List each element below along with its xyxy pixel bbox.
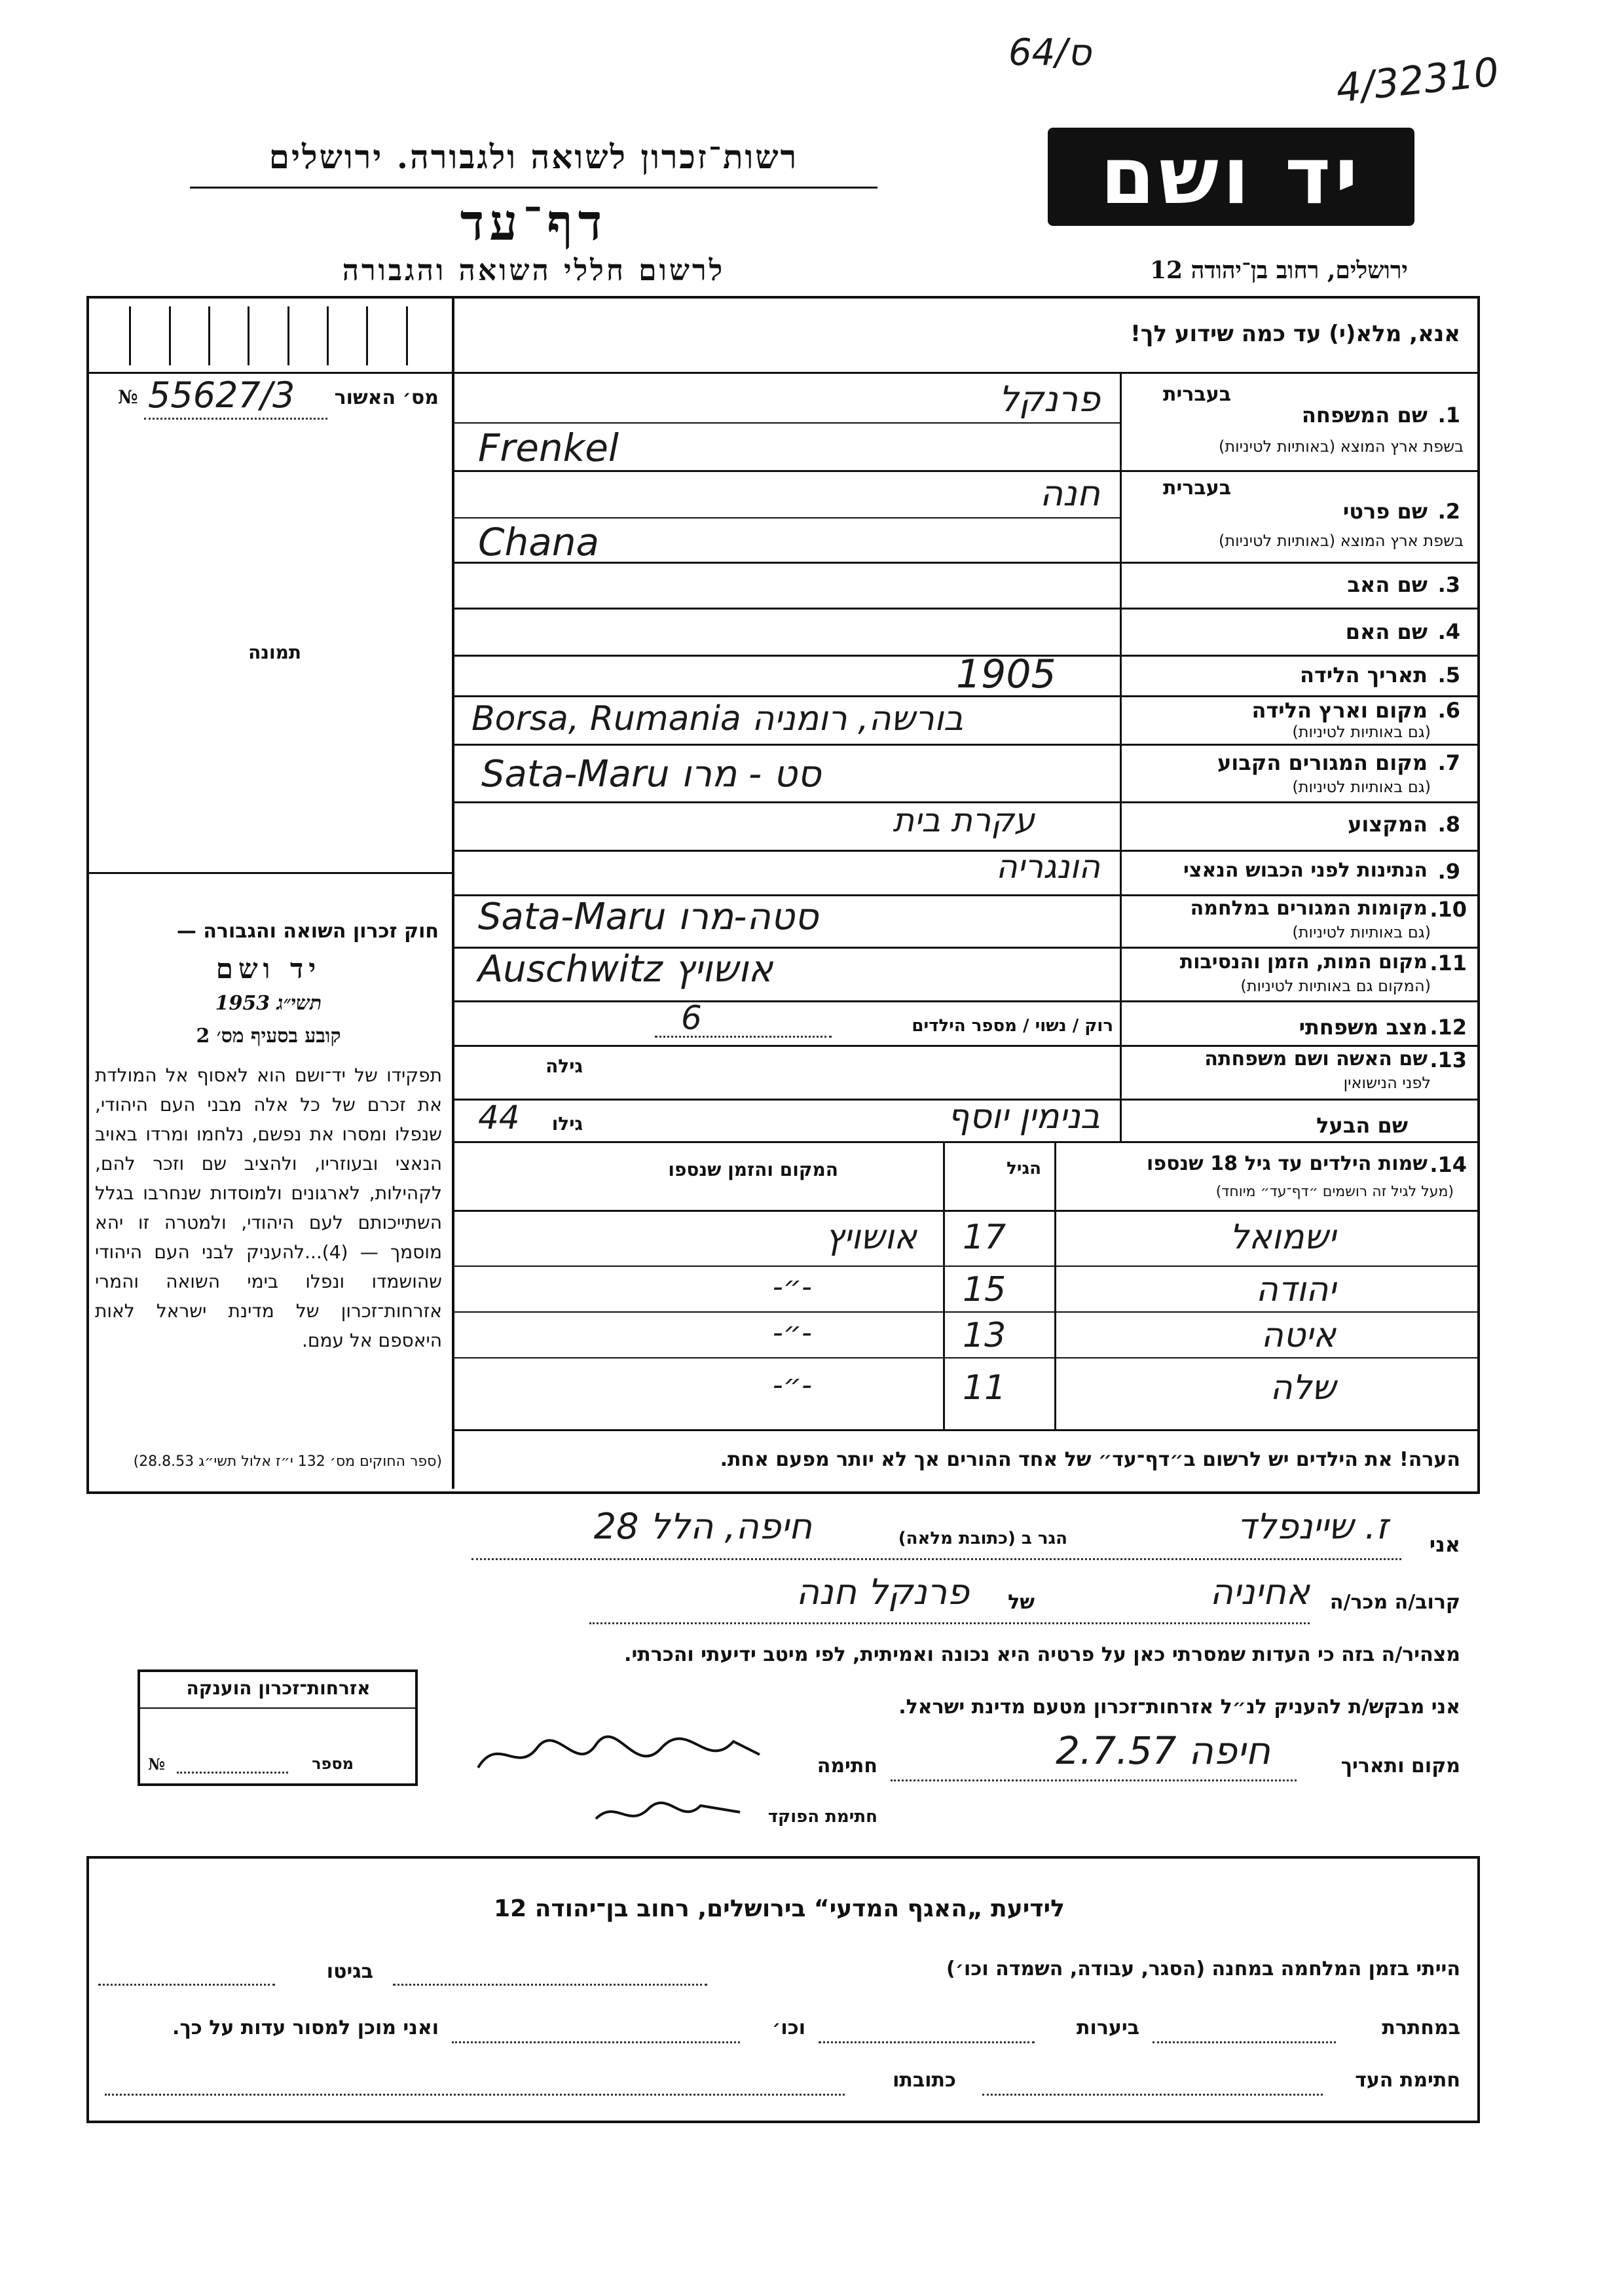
cert-label: מס׳ האשור bbox=[334, 386, 439, 409]
field-12-number: 12. bbox=[1430, 1015, 1467, 1040]
child-place: -״- bbox=[772, 1368, 812, 1402]
field-6-label: מקום וארץ הלידה bbox=[1251, 698, 1428, 723]
footer-signature-label: חתימת העד bbox=[1355, 2069, 1460, 2092]
field-7-label: מקום המגורים הקבוע bbox=[1217, 750, 1428, 775]
children-col-age: הגיל bbox=[1006, 1159, 1041, 1178]
child-name: איטה bbox=[1261, 1316, 1336, 1355]
husband-age-label: גילו bbox=[551, 1113, 583, 1135]
child-place: -״- bbox=[772, 1270, 812, 1303]
children-bottom-line bbox=[452, 1429, 1477, 1431]
children-col-divider-2 bbox=[943, 1141, 945, 1429]
field-2-latin-value: Chana bbox=[478, 520, 600, 564]
footer-dotted-2 bbox=[98, 1984, 275, 1986]
cert-dotted bbox=[144, 418, 327, 420]
citizenship-no-label: מספר bbox=[312, 1755, 354, 1773]
field-6-number: 6. bbox=[1437, 698, 1460, 723]
children-row-line bbox=[452, 1311, 1477, 1313]
field-5-value: 1905 bbox=[956, 651, 1056, 697]
field-7-value: Sata-Maru סט - מרו bbox=[481, 753, 821, 795]
field-1-latin-value: Frenkel bbox=[478, 426, 619, 470]
child-name: ישמואל bbox=[1229, 1218, 1336, 1257]
child-name: שלה bbox=[1270, 1368, 1336, 1408]
row-line bbox=[452, 470, 1477, 472]
field-1-number: 1. bbox=[1437, 403, 1460, 428]
field-8-number: 8. bbox=[1437, 812, 1460, 837]
field-1-hebrew-tag: בעברית bbox=[1163, 383, 1231, 406]
law-year: תשי״ג 1953 bbox=[215, 992, 322, 1015]
left-column-divider bbox=[452, 296, 454, 1489]
field-9-value: הונגריה bbox=[996, 848, 1100, 886]
children-col-divider-1 bbox=[1054, 1141, 1056, 1429]
footer-dotted-4 bbox=[819, 2041, 1035, 2043]
field-9-label: הנתינות לפני הכבוש הנאצי bbox=[1183, 859, 1428, 882]
footer-dotted-5 bbox=[452, 2041, 740, 2043]
field-11-value: Auschwitz אושויץ bbox=[478, 948, 773, 991]
law-clause: קובע בסעיף מס׳ 2 bbox=[196, 1025, 341, 1048]
place-date-dotted bbox=[891, 1779, 1297, 1781]
children-sub: (מעל לגיל זה רושמים ״דף־עד״ מיוחד) bbox=[1215, 1184, 1454, 1200]
footer-forests: ביערות bbox=[1077, 2016, 1139, 2039]
field-1-sub: בשפת ארץ המוצא (באותיות לטיניות) bbox=[1219, 437, 1464, 456]
field-12-children-count: 6 bbox=[681, 999, 702, 1037]
field-10-label: מקומות המגורים במלחמה bbox=[1190, 897, 1428, 920]
declarant-name: ז. שיינפלד bbox=[1237, 1506, 1388, 1547]
of-name: פרנקל חנה bbox=[796, 1571, 969, 1613]
place-date-label: מקום ותאריך bbox=[1340, 1755, 1460, 1777]
field-10-value: Sata-Maru סטה-מרו bbox=[478, 896, 819, 938]
row-line bbox=[452, 1045, 1477, 1047]
field-8-value: עקרת בית bbox=[893, 801, 1035, 839]
field-2-hebrew-value: חנה bbox=[1039, 473, 1100, 514]
declarant-ani: אני bbox=[1429, 1532, 1460, 1557]
officer-signature bbox=[589, 1793, 747, 1832]
field-13-number: 13. bbox=[1430, 1048, 1467, 1072]
handwritten-ref-2: 4/32310 bbox=[1334, 49, 1502, 112]
yad-vashem-logo: יד ושם bbox=[1048, 128, 1414, 226]
request-text: אני מבקש/ת להעניק לנ״ל אזרחות־זכרון מטעם מדינת ישראל. bbox=[898, 1696, 1460, 1719]
field-1-hebrew-value: פרנקל bbox=[999, 378, 1100, 420]
row-line bbox=[452, 608, 1477, 610]
footer-dotted-3 bbox=[1153, 2041, 1336, 2043]
citizenship-title: אזרחות־זכרון הוענקה bbox=[186, 1677, 371, 1699]
field-13-age-label: גילה bbox=[545, 1055, 583, 1077]
header-title: דף־עד bbox=[460, 193, 608, 251]
form-note: הערה! את הילדים יש לרשום ב״דף־עד״ של אחד ההורים אך לא יותר מפעם אחת. bbox=[720, 1448, 1460, 1471]
field-4-label: שם האם bbox=[1345, 619, 1428, 644]
field-3-label: שם האב bbox=[1347, 572, 1428, 597]
law-title: חוק זכרון השואה והגבורה — bbox=[176, 920, 439, 943]
child-age: 17 bbox=[963, 1218, 1006, 1257]
signature-label: חתימה bbox=[817, 1755, 877, 1777]
child-name: יהודה bbox=[1255, 1270, 1336, 1309]
field-2-sub: בשפת ארץ המוצא (באותיות לטיניות) bbox=[1219, 532, 1464, 550]
declaration-text: מצהיר/ה בזה כי העדות שמסרתי כאן על פרטיה היא נכונה ואמיתית, לפי מיטב ידיעתי והכרתי. bbox=[624, 1643, 1460, 1666]
cert-no-prefix: № bbox=[118, 386, 138, 408]
law-source: (ספר החוקים מס׳ 132 י״ז אלול תשי״ג 28.8.53) bbox=[133, 1453, 442, 1470]
citizenship-no-dotted bbox=[177, 1772, 288, 1774]
field-11-sub: (המקום גם באותיות לטיניות) bbox=[1240, 977, 1431, 995]
field-1-label: שם המשפחה bbox=[1301, 403, 1428, 428]
field-10-sub: (גם באותיות לטיניות) bbox=[1292, 923, 1431, 941]
declarant-resides-label: הגר ב (כתובת מלאה) bbox=[898, 1529, 1067, 1548]
husband-label: שם הבעל bbox=[1316, 1113, 1408, 1138]
of-label: של bbox=[1008, 1591, 1035, 1614]
field-10-number: 10. bbox=[1430, 897, 1467, 922]
footer-dotted-6 bbox=[982, 2094, 1323, 2096]
field-8-label: המקצוע bbox=[1348, 812, 1428, 837]
field-5-label: תאריך הלידה bbox=[1299, 663, 1428, 687]
child-age: 13 bbox=[963, 1316, 1006, 1355]
sub-line bbox=[452, 517, 1120, 519]
children-row-line bbox=[452, 1266, 1477, 1267]
field-6-value: Borsa, Rumania בורשה, רומניה bbox=[471, 699, 964, 738]
row-line bbox=[452, 1141, 1477, 1143]
citizenship-box-line bbox=[138, 1707, 415, 1709]
husband-name: בנימין יוסף bbox=[948, 1097, 1100, 1137]
declarant-dotted-1 bbox=[471, 1558, 1401, 1560]
relation-label: קרוב/ה מכר/ה bbox=[1329, 1591, 1460, 1614]
form-instruction: אנא, מלא(י) עד כמה שידוע לך! bbox=[1130, 321, 1460, 347]
footer-dotted-1 bbox=[393, 1984, 707, 1986]
field-4-number: 4. bbox=[1437, 619, 1460, 644]
header-authority: רשות־זכרון לשואה ולגבורה. ירושלים bbox=[268, 137, 799, 176]
footer-etc: וכו׳ bbox=[772, 2016, 805, 2039]
field-11-label: מקום המות, הזמן והנסיבות bbox=[1179, 951, 1428, 974]
field-9-number: 9. bbox=[1437, 859, 1460, 884]
law-name: יד ושם bbox=[215, 953, 322, 985]
children-row-line bbox=[452, 1357, 1477, 1358]
children-title: שמות הילדים עד גיל 18 שנספו bbox=[1147, 1152, 1428, 1175]
child-age: 15 bbox=[963, 1270, 1006, 1309]
field-5-number: 5. bbox=[1437, 663, 1460, 687]
field-13-label: שם האשה ושם משפחתה bbox=[1204, 1048, 1428, 1070]
header-address: ירושלים, רחוב בן־יהודה 12 bbox=[1149, 257, 1408, 284]
declarant-address: חיפה, הלל 28 bbox=[593, 1506, 812, 1547]
cert-number: 55627/3 bbox=[148, 374, 295, 416]
child-age: 11 bbox=[963, 1368, 1006, 1408]
children-col-place: המקום והזמן שנספו bbox=[668, 1159, 838, 1180]
field-13-sub: לפני הנישואין bbox=[1343, 1074, 1431, 1092]
label-column-divider bbox=[1120, 372, 1122, 1141]
footer-ready: ואני מוכן למסור עדות על כך. bbox=[172, 2016, 439, 2039]
row-line bbox=[452, 562, 1477, 564]
field-2-number: 2. bbox=[1437, 499, 1460, 524]
officer-signature-label: חתימת הפוקד bbox=[767, 1807, 877, 1827]
footer-ghetto: בגיטו bbox=[326, 1960, 373, 1983]
field-11-number: 11. bbox=[1430, 951, 1467, 975]
relation-value: אחיניה bbox=[1209, 1571, 1310, 1613]
field-12-label: מצב משפחתי bbox=[1299, 1015, 1428, 1040]
field-12-status: רוק / נשוי / מספר הילדים bbox=[912, 1016, 1113, 1036]
law-section-top bbox=[86, 872, 452, 874]
header-underline bbox=[190, 187, 877, 189]
place-date-value: חיפה 2.7.57 bbox=[1056, 1728, 1270, 1773]
footer-address-label: כתובתו bbox=[893, 2069, 956, 2092]
law-text: תפקידו של יד־ושם הוא לאסוף אל המולדת את זכרם של כל אלה מבני העם היהודי, שנפלו ומסרו את נפשם, נלחמו ומרדו באויב הנאצי ובעוזריו, ולהציב שם וזכר להם, לקהילות, לארגונים ולמוסדות שנחרבו בגלל השתייכותם לעם היהודי, ולמטרה זו יהא מוסמך — (4)...להעניק לבני העם היהודי שהושמדו ונפלו בימי השואה והמרי אזרחות־זכרון של מדינת ישראל לאות היאספם אל עמם. bbox=[95, 1065, 442, 1351]
field-12-dotted bbox=[655, 1036, 832, 1038]
left-cert-line bbox=[86, 372, 452, 374]
header-subtitle: לרשום חללי השואה והגבורה bbox=[342, 254, 726, 287]
field-3-number: 3. bbox=[1437, 572, 1460, 597]
field-7-sub: (גם באותיות לטיניות) bbox=[1292, 778, 1431, 796]
child-place: -״- bbox=[772, 1316, 812, 1349]
field-2-label: שם פרטי bbox=[1342, 499, 1428, 524]
child-place: אושויץ bbox=[825, 1218, 917, 1257]
citizenship-no-prefix: № bbox=[148, 1755, 166, 1774]
sub-line bbox=[452, 422, 1120, 424]
row-line bbox=[452, 1000, 1477, 1002]
footer-title: לידיעת „האגף המדעי“ בירושלים, רחוב בן־יהודה 12 bbox=[494, 1895, 1065, 1922]
field-6-sub: (גם באותיות לטיניות) bbox=[1292, 723, 1431, 741]
row-line bbox=[452, 744, 1477, 746]
field-7-number: 7. bbox=[1437, 750, 1460, 775]
husband-age: 44 bbox=[478, 1099, 520, 1137]
children-number: 14. bbox=[1430, 1152, 1467, 1177]
top-boxes bbox=[92, 306, 445, 365]
photo-label: תמונה bbox=[248, 642, 301, 663]
declarant-dotted-2 bbox=[589, 1622, 1310, 1624]
footer-line-1: הייתי בזמן המלחמה במחנה (הסגר, עבודה, השמדה וכו׳) bbox=[946, 1958, 1460, 1980]
footer-dotted-7 bbox=[105, 2094, 845, 2096]
declarant-signature bbox=[471, 1728, 773, 1781]
children-header-line bbox=[452, 1210, 1477, 1212]
footer-underground: במחתרת bbox=[1382, 2016, 1460, 2039]
handwritten-ref-1: 64/ס bbox=[1008, 31, 1092, 74]
field-2-hebrew-tag: בעברית bbox=[1163, 477, 1231, 500]
box-line-1 bbox=[452, 372, 1477, 374]
